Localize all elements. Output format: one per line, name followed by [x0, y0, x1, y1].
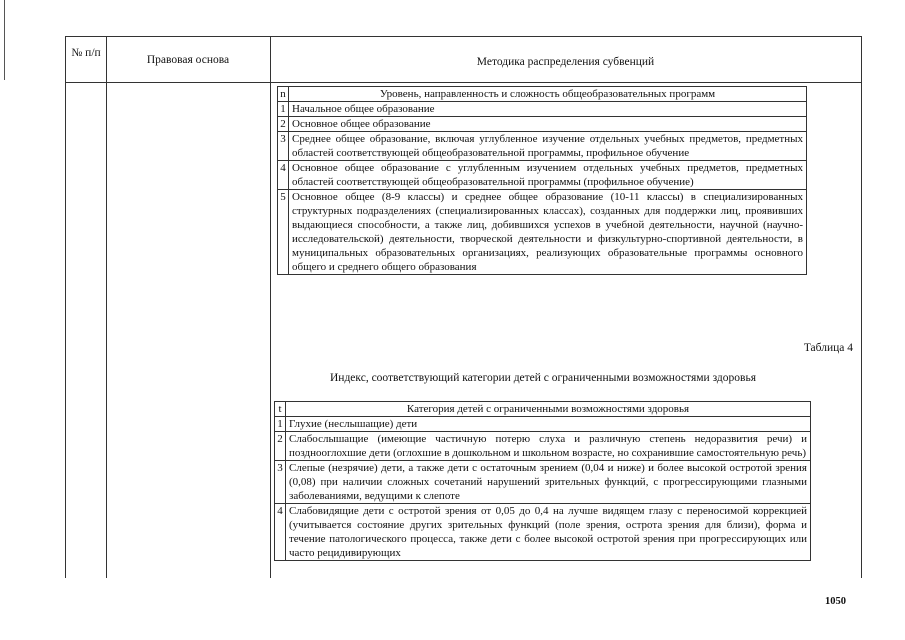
row-number: 4: [278, 161, 289, 190]
row-number: 1: [278, 102, 289, 117]
page-number: 1050: [825, 596, 846, 607]
row-number: 3: [275, 461, 286, 504]
table-header-row: [278, 87, 807, 102]
row-number: 5: [278, 190, 289, 275]
table-header-row: [275, 402, 811, 417]
row-text: Основное общее (8-9 классы) и среднее общее образование (10-11 классы) в специализированных структурных подразделениях (специализированных классах), созданных для поддержки лиц, проявивших выдающиеся способности, а также лиц, добившихся успехов в учебной деятельности, научной (научно-исследовательской) деятельности, творческой деятельности и физкультурно-спортивной деятельности, в муниципальных образовательных организациях, реализующих образовательные программы основного общего и среднего общего образования: [289, 190, 807, 275]
table-4-label: Таблица 4: [803, 342, 853, 354]
table-row: [278, 161, 807, 190]
row-text: Начальное общее образование: [289, 102, 807, 117]
table-row: [275, 432, 811, 461]
row-text: Слабовидящие дети с остротой зрения от 0,05 до 0,4 на лучше видящем глазу с переносимой коррекцией (учитывается состояние других зрительных функций (поле зрения, острота зрения для близи), форма и течение патологического процесса, также дети с более высокой остротой зрения при прогрессирующих или часто рецидивирующих: [286, 504, 811, 561]
col-text-header: Категория детей с ограниченными возможностями здоровья: [286, 402, 811, 417]
row-number: 4: [275, 504, 286, 561]
table-4-title: Индекс, соответствующий категории детей с ограниченными возможностями здоровья: [330, 372, 756, 384]
header-divider: [66, 82, 861, 83]
main-table: [65, 36, 862, 578]
column-divider: [270, 37, 271, 578]
table-row: [278, 190, 807, 275]
col-text-header: Уровень, направленность и сложность общеобразовательных программ: [289, 87, 807, 102]
table-row: [275, 417, 811, 432]
header-methodology: Методика распределения субвенций: [476, 56, 655, 68]
page-edge-line: [4, 0, 5, 80]
table-row: [275, 461, 811, 504]
table-row: [278, 102, 807, 117]
header-legal-basis: Правовая основа: [146, 54, 230, 66]
row-number: 3: [278, 132, 289, 161]
row-number: 2: [278, 117, 289, 132]
row-text: Слабослышащие (имеющие частичную потерю слуха и различную степень недоразвития речи) и позднооглохшие дети (оглохшие в дошкольном и школьном возрасте, но сохранившие самостоятельную речь): [286, 432, 811, 461]
table-row: [278, 117, 807, 132]
table-row: [275, 504, 811, 561]
table-row: [278, 132, 807, 161]
row-number: 2: [275, 432, 286, 461]
row-text: Основное общее образование: [289, 117, 807, 132]
programs-table: [277, 86, 807, 275]
col-n-header: n: [278, 87, 289, 102]
row-text: Основное общее образование с углубленным изучением отдельных учебных предметов, предметных областей соответствующей общеобразовательной программы (профильное обучение): [289, 161, 807, 190]
disability-table: [274, 401, 811, 561]
column-divider: [106, 37, 107, 578]
col-t-header: t: [275, 402, 286, 417]
row-number: 1: [275, 417, 286, 432]
row-text: Среднее общее образование, включая углубленное изучение отдельных учебных предметов, предметных областей соответствующей общеобразовательной программы, профильное обучение: [289, 132, 807, 161]
header-number: № п/п: [71, 47, 101, 59]
row-text: Глухие (неслышащие) дети: [286, 417, 811, 432]
row-text: Слепые (незрячие) дети, а также дети с остаточным зрением (0,04 и ниже) и более высокой остротой зрения (0,08) при наличии сложных сочетаний нарушений зрительных функций, с прогрессирующими глазными заболеваниями, ведущими к слепоте: [286, 461, 811, 504]
